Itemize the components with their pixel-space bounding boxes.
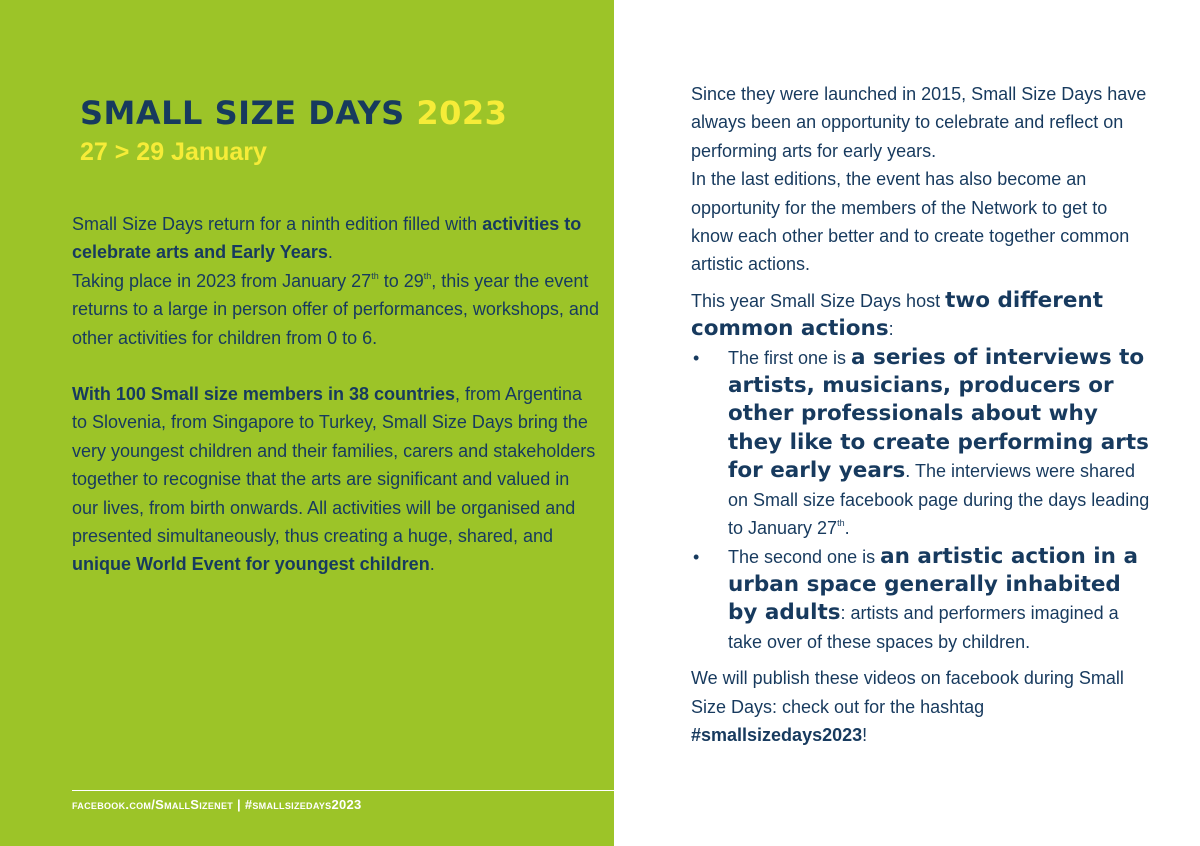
dates-text-rest: , this year the event returns to a large in person offer of performances, workshops, and other activities for children from 0 to 6. — [72, 270, 599, 348]
title-year: 2023 — [416, 94, 508, 132]
footer — [72, 797, 362, 812]
facebook-link[interactable]: facebook.com/SmallSizenet — [72, 797, 234, 812]
bullet-icon: • — [693, 347, 700, 368]
page-title — [80, 94, 507, 132]
intro-paragraph — [72, 210, 600, 352]
actions-highlight: two different common actions — [691, 287, 1104, 342]
footer-divider — [72, 790, 614, 791]
hashtag-highlight: #smallsizedays2023 — [691, 724, 863, 745]
actions-intro-colon: : — [888, 319, 894, 340]
history-text: Since they were launched in 2015, Small Size Days have always been an opportunity to celebrate and reflect on performing arts for early years. — [691, 84, 1147, 161]
members-highlight: With 100 Small size members in 38 countries — [72, 384, 455, 404]
hashtag-text: #smallsizedays — [244, 797, 332, 812]
bullet-icon: • — [693, 546, 700, 567]
hashtag-paragraph — [691, 664, 1151, 749]
footer-separator: | — [233, 797, 245, 812]
intro-text: Small Size Days return for a ninth edition filled with — [72, 214, 483, 234]
ordinal-suffix: th — [837, 518, 845, 529]
list-item — [691, 543, 1151, 657]
members-text-end: . — [429, 554, 435, 575]
dates-text-to: to 29 — [378, 270, 424, 291]
list-item — [691, 344, 1151, 543]
item-highlight: a series of interviews to artists, musicians, producers or other professionals about why they like to create performing arts for early years — [728, 344, 1149, 484]
ordinal-suffix: th — [371, 270, 379, 281]
title-main: SMALL SIZE DAYS — [80, 94, 405, 132]
item-text: : artists and performers imagined a take over of these spaces by children. — [728, 603, 1119, 652]
item-lead: The second one is — [728, 546, 881, 567]
hashtag-paragraph-end: ! — [862, 724, 868, 745]
hashtag-year: 2023 — [331, 797, 362, 812]
item-lead: The first one is — [728, 347, 852, 368]
intro-highlight: activities to celebrate arts and Early Years — [72, 214, 582, 263]
right-column — [691, 80, 1151, 749]
ordinal-suffix: th — [423, 270, 432, 281]
item-highlight: an artistic action in a urban space generally inhabited by adults — [728, 543, 1138, 626]
members-paragraph — [72, 380, 600, 579]
actions-intro — [691, 287, 1151, 344]
actions-intro-text: This year Small Size Days host — [691, 290, 946, 311]
dates-text: Taking place in 2023 from January 27 — [72, 270, 372, 291]
actions-list — [691, 344, 1151, 656]
intro-text-end: . — [327, 242, 333, 263]
network-text: In the last editions, the event has also become an opportunity for the members of the Network to get to know each other better and to create together common artistic actions. — [691, 169, 1130, 275]
hashtag-paragraph-text: We will publish these videos on facebook during Small Size Days: check out for the hashtag — [691, 668, 1124, 717]
world-event-highlight: unique World Event for youngest children — [72, 554, 430, 575]
item-text-end: . — [844, 518, 850, 539]
event-dates: 27 > 29 January — [80, 138, 267, 166]
members-text: , from Argentina to Slovenia, from Singapore to Turkey, Small Size Days bring the very youngest children and their families, carers and stakeholders together to recognise that the arts are significant and valued in our lives, from birth onwards. All activities will be organised and presented simultaneously, thus creating a huge, shared, and — [72, 384, 596, 547]
history-paragraph — [691, 80, 1151, 279]
item-text: . The interviews were shared on Small size facebook page during the days leading to January 27 — [728, 461, 1150, 539]
